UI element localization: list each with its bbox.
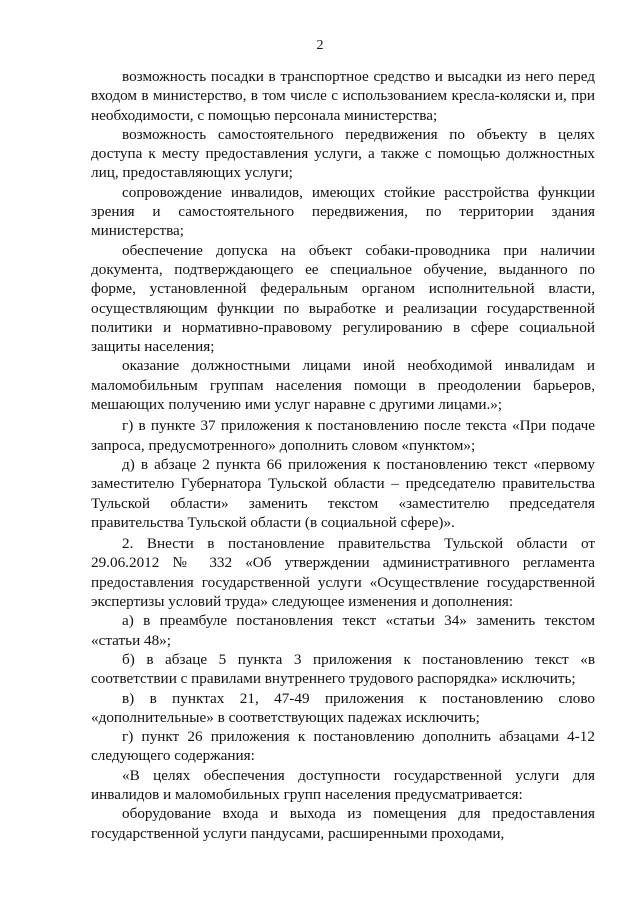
paragraph-3: сопровождение инвалидов, имеющих стойкие расстройства функции зрения и самостоятельного передвижения, по территории здания министерства;	[91, 183, 595, 240]
paragraph-14: оборудование входа и выхода из помещения для предоставления государственной услуги пандусами, расширенными проходами,	[91, 805, 595, 842]
paragraph-6: г) в пункте 37 приложения к постановлению после текста «При подаче запроса, предусмотренного» дополнить словом «пунктом»;	[91, 417, 595, 454]
paragraph-7: д) в абзаце 2 пункта 66 приложения к постановлению текст «первому заместителю Губернатора Тульской области – председателю правительства Тульской области» заменить текстом «заместителю председателя правительства Тульской области (в социальной сфере)».	[91, 455, 595, 531]
paragraph-1: возможность посадки в транспортное средство и высадки из него перед входом в министерство, в том числе с использованием кресла-коляски и, при необходимости, с помощью персонала министерства;	[91, 68, 595, 124]
paragraph-9: а) в преамбуле постановления текст «статьи 34» заменить текстом «статьи 48»;	[91, 612, 595, 649]
paragraph-5: оказание должностными лицами иной необходимой инвалидам и маломобильным группам населения помощи в преодолении барьеров, мешающих получению ими услуг наравне с другими лицами.»;	[91, 357, 595, 414]
paragraph-13: «В целях обеспечения доступности государственной услуги для инвалидов и маломобильных групп населения предусматривается:	[91, 766, 595, 803]
paragraph-12: г) пункт 26 приложения к постановлению дополнить абзацами 4-12 следующего содержания:	[91, 728, 595, 765]
paragraph-8: 2. Внести в постановление правительства Тульской области от 29.06.2012 № 332 «Об утверждении административного регламента предоставления государственной услуги «Осуществление государственной экспертизы условий труда» следующее изменения и дополнения:	[91, 535, 595, 611]
page-number: 2	[316, 38, 324, 53]
paragraph-10: б) в абзаце 5 пункта 3 приложения к постановлению текст «в соответствии с правилами внутреннего трудового распорядка» исключить;	[91, 650, 595, 688]
document-body	[91, 67, 595, 843]
paragraph-11: в) в пунктах 21, 47-49 приложения к постановлению слово «дополнительные» в соответствующих падежах исключить;	[91, 689, 595, 726]
paragraph-2: возможность самостоятельного передвижения по объекту в целях доступа к месту предоставления услуги, а также с помощью должностных лиц, предоставляющих услуги;	[91, 125, 595, 182]
paragraph-4: обеспечение допуска на объект собаки-проводника при наличии документа, подтверждающего ее специальное обучение, выданного по форме, установленной федеральным органом исполнительной власти, осуществляющим функции по выработке и реализации государственной политики и нормативно-правовому регулированию в сфере социальной защиты населения;	[91, 241, 595, 356]
